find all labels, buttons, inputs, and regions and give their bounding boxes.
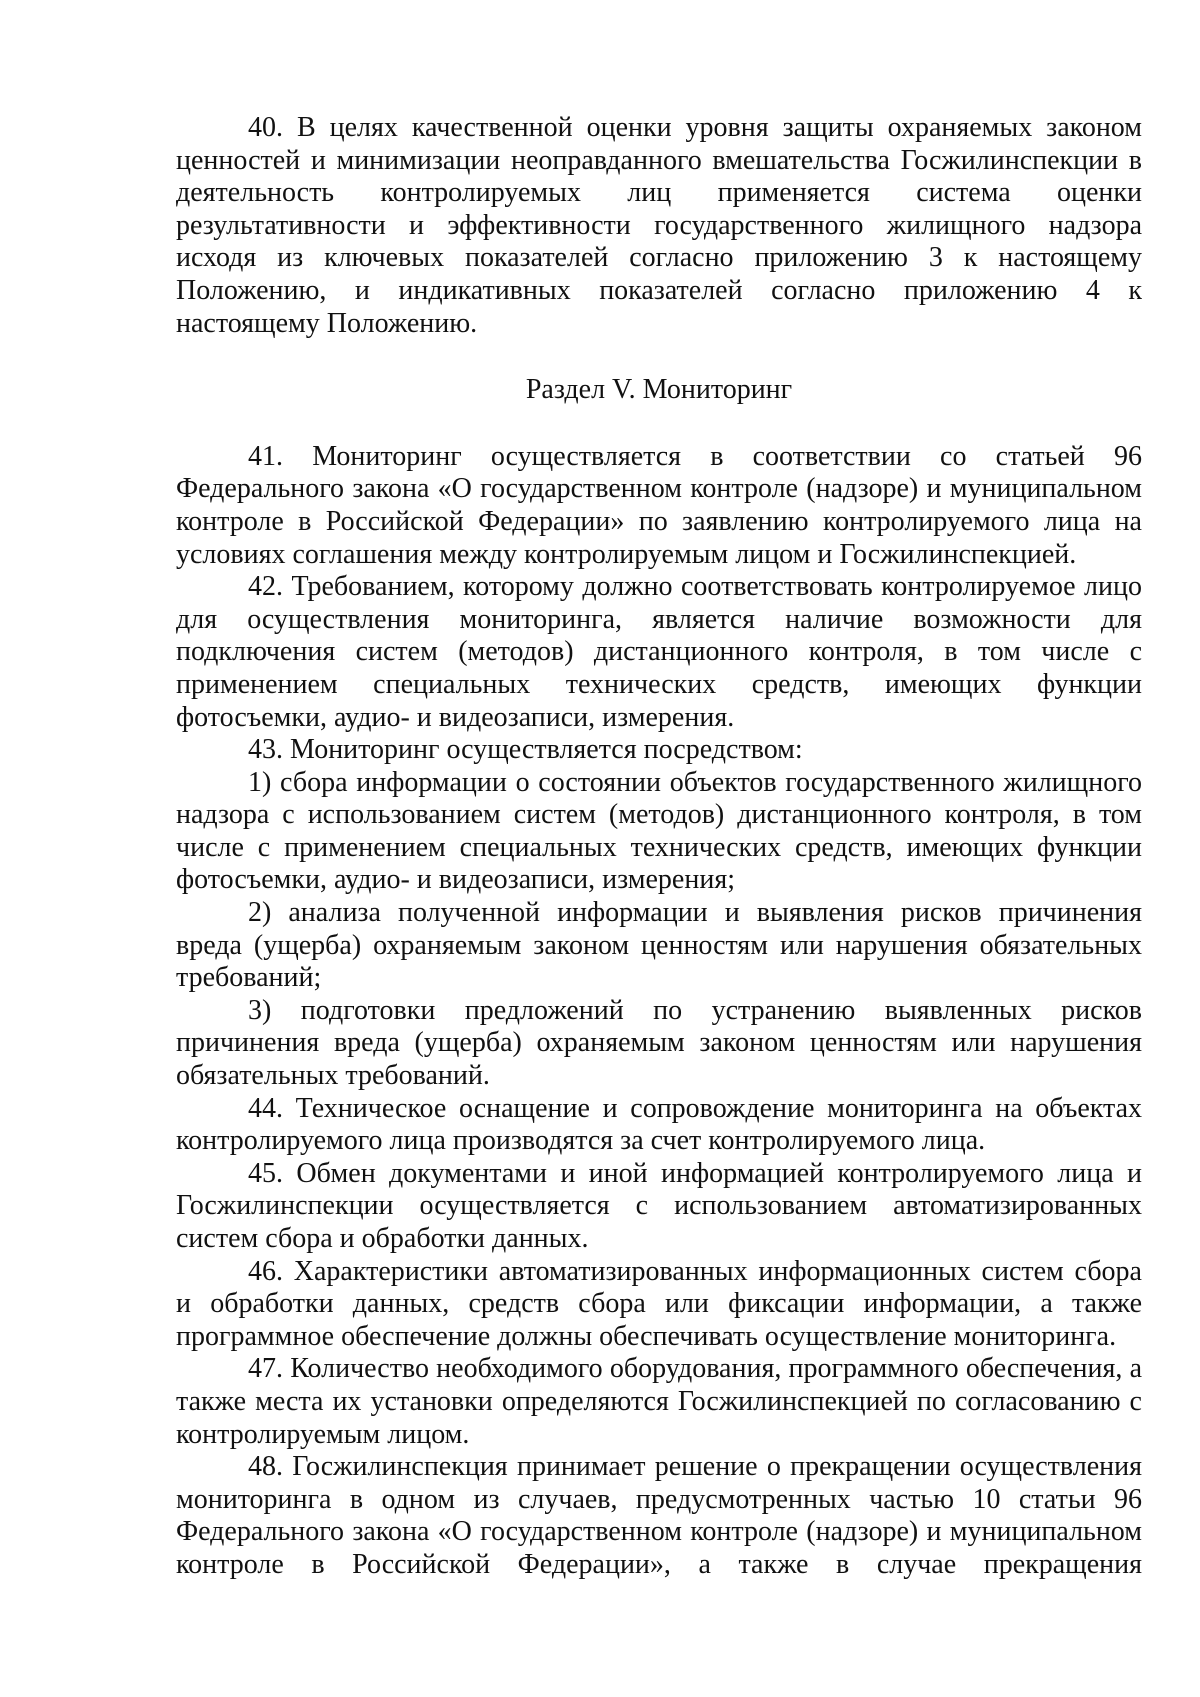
paragraph-42: 42. Требованием, которому должно соответствовать контролируемое лицо для осуществления мониторинга, является наличие возможности для подключения систем (методов) дистанционного контроля, в том числе с применением специальных технических средств, имеющих функции фотосъемки, аудио- и видеозаписи, измерения. xyxy=(176,571,1142,733)
paragraph-43: 43. Мониторинг осуществляется посредством: xyxy=(248,734,803,766)
list-item-43-3: 3) подготовки предложений по устранению выявленных рисков причинения вреда (ущерба) охраняемым законом ценностям или нарушения обязательных требований. xyxy=(176,994,1142,1092)
paragraph-41: 41. Мониторинг осуществляется в соответствии со статьей 96 Федерального закона «О государственном контроле (надзоре) и муниципальном контроле в Российской Федерации» по заявлению контролируемого лица на условиях соглашения между контролируемым лицом и Госжилинспекцией. xyxy=(176,440,1142,570)
list-item-43-2: 2) анализа полученной информации и выявления рисков причинения вреда (ущерба) охраняемым законом ценностям или нарушения обязательных требований; xyxy=(176,897,1142,994)
paragraph-48: 48. Госжилинспекция принимает решение о прекращении осуществления мониторинга в одном из случаев, предусмотренных частью 10 статьи 96 Федерального закона «О государственном контроле (надзоре) и муниципальном контроле в Российской Федерации», а также в случае прекращения xyxy=(176,1451,1142,1580)
paragraph-45: 45. Обмен документами и иной информацией контролируемого лица и Госжилинспекции осуществляется с использованием автоматизированных систем сбора и обработки данных. xyxy=(176,1157,1142,1254)
paragraph-44: 44. Техническое оснащение и сопровождение мониторинга на объектах контролируемого лица производятся за счет контролируемого лица. xyxy=(176,1092,1142,1157)
document-body xyxy=(176,112,1142,1582)
list-item-43-1: 1) сбора информации о состоянии объектов государственного жилищного надзора с использованием систем (методов) дистанционного контроля, в том числе с применением специальных технических средств, имеющих функции фотосъемки, аудио- и видеозаписи, измерения; xyxy=(176,766,1142,896)
paragraph-47: 47. Количество необходимого оборудования, программного обеспечения, а также места их установки определяются Госжилинспекцией по согласованию с контролируемым лицом. xyxy=(176,1353,1142,1450)
section-heading: Раздел V. Мониторинг xyxy=(525,374,793,406)
paragraph-40: 40. В целях качественной оценки уровня защиты охраняемых законом ценностей и минимизации неоправданного вмешательства Госжилинспекции в деятельность контролируемых лиц применяется система оценки результативности и эффективности государственного жилищного надзора исходя из ключевых показателей согласно приложению 3 к настоящему Положению, и индикативных показателей согласно приложению 4 к настоящему Положению. xyxy=(176,112,1142,339)
paragraph-46: 46. Характеристики автоматизированных информационных систем сбора и обработки данных, средств сбора или фиксации информации, а также программное обеспечение должны обеспечивать осуществление мониторинга. xyxy=(176,1255,1142,1352)
